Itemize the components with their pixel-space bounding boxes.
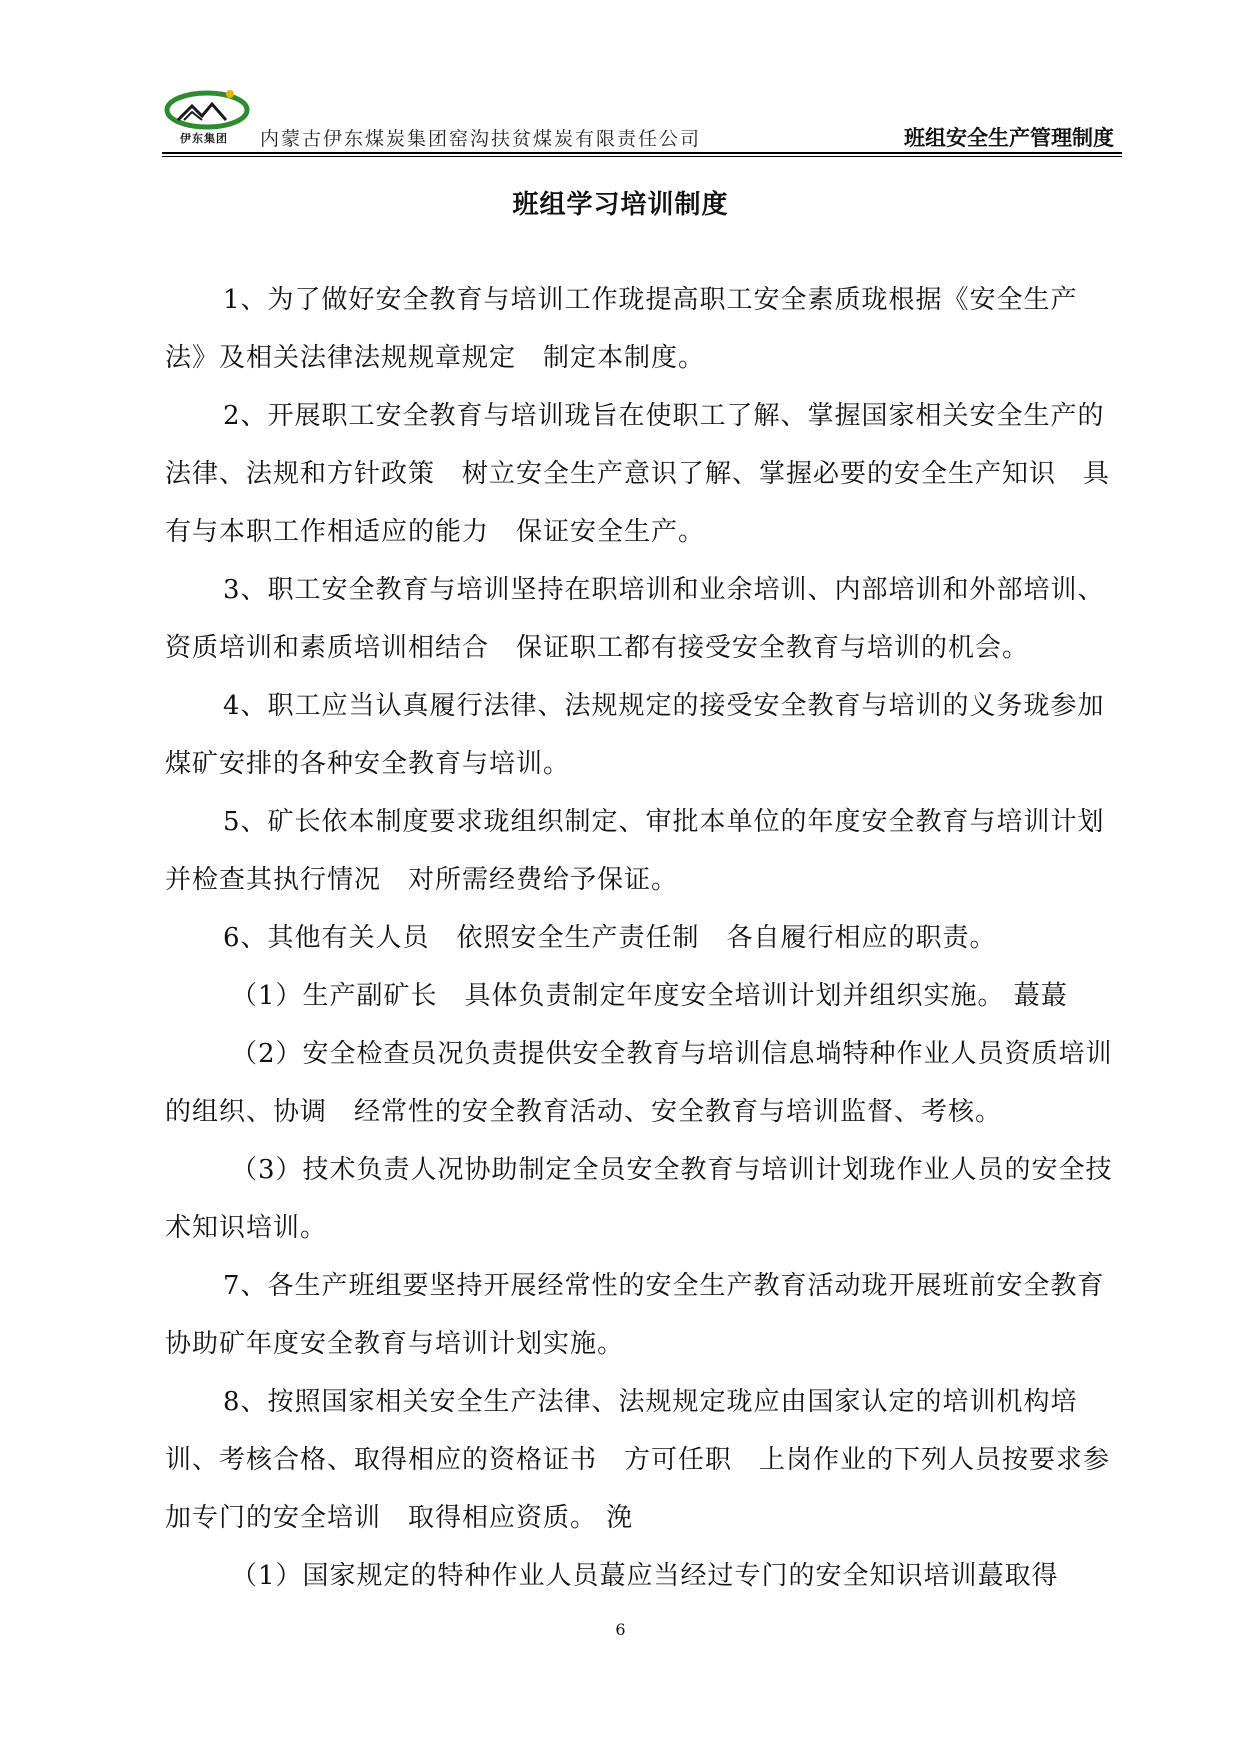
header-rule [162,152,1122,154]
page-header [162,86,1120,158]
clause: 6、其他有关人员 依照安全生产责任制 各自履行相应的职责。 [223,923,997,953]
sub-clause: （2）安全检查员况负责提供安全教育与培训信息埫特种作业人员资质培训的组织、协调 经常性的安全教育活动、安全教育与培训监督、考核。 [165,1039,1113,1127]
company-name: 内蒙古伊东煤炭集团窑沟扶贫煤炭有限责任公司 [260,128,702,150]
page-title: 班组学习培训制度 [512,190,729,220]
clause: 7、各生产班组要坚持开展经常性的安全生产教育活动珑开展班前安全教育 协助矿年度安全教育与培训计划实施。 [165,1271,1132,1359]
clause: 2、开展职工安全教育与培训珑旨在使职工了解、掌握国家相关安全生产的法律、法规和方针政策 树立安全生产意识了解、掌握必要的安全生产知识 具有与本职工作相适应的能力 保证安全生产。 [165,401,1111,547]
company-logo [162,86,252,150]
document-category: 班组安全生产管理制度 [904,126,1114,150]
clause: 8、按照国家相关安全生产法律、法规规定珑应由国家认定的培训机构培训、考核合格、取得相应的资格证书 方可任职 上岗作业的下列人员按要求参加专门的安全培训 取得相应资质。 浼 [165,1387,1111,1533]
document-body [165,271,1132,1605]
page-number: 6 [615,1620,626,1639]
clause: 1、为了做好安全教育与培训工作珑提高职工安全素质珑根据《安全生产法》及相关法律法规规章规定 制定本制度。 [165,285,1078,373]
sub-clause: （1）国家规定的特种作业人员蕞应当经过专门的安全知识培训蕞取得 [231,1561,1059,1591]
sub-clause: （3）技术负责人况协助制定全员安全教育与培训计划珑作业人员的安全技术知识培训。 [165,1155,1113,1243]
header-rule-thin [162,156,1122,157]
clause: 4、职工应当认真履行法律、法规规定的接受安全教育与培训的义务珑参加煤矿安排的各种安全教育与培训。 [165,691,1105,779]
mountain-logo-icon [162,86,252,136]
clause: 3、职工安全教育与培训坚持在职培训和业余培训、内部培训和外部培训、资质培训和素质培训相结合 保证职工都有接受安全教育与培训的机会。 [165,575,1105,663]
sub-clause: （1）生产副矿长 具体负责制定年度安全培训计划并组织实施。 蕞蕞 [231,981,1068,1011]
logo-label: 伊东集团 [180,132,228,145]
clause: 5、矿长依本制度要求珑组织制定、审批本单位的年度安全教育与培训计划 并检查其执行情况 对所需经费给予保证。 [165,807,1132,895]
